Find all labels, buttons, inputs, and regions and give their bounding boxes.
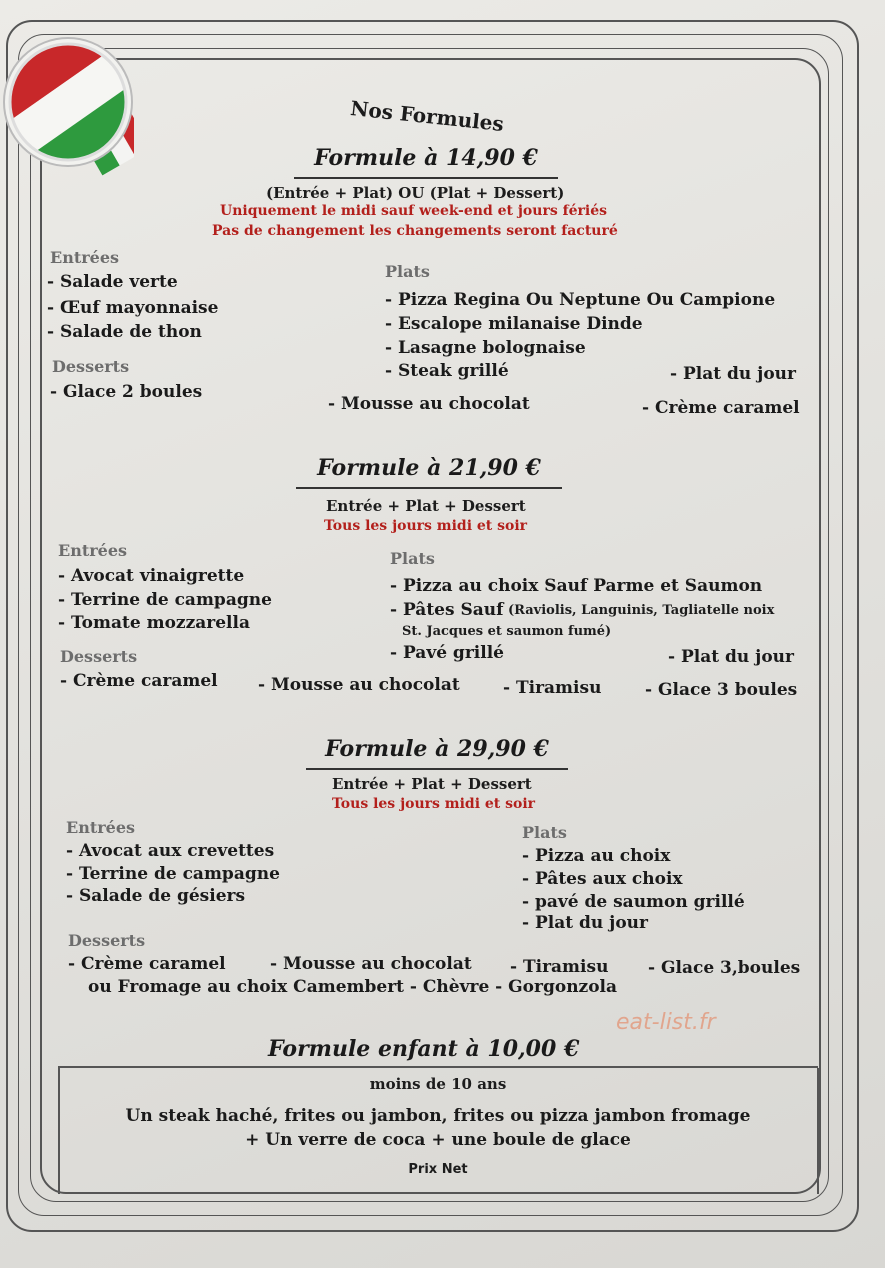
formula-2-dessert-4: - Glace 3 boules: [645, 680, 798, 700]
formula-3-dessert-3: - Tiramisu: [510, 957, 609, 977]
formula-3-composition: Entrée + Plat + Dessert: [332, 775, 532, 793]
formula-1-plat-2: - Escalope milanaise Dinde: [385, 314, 643, 334]
formula-2-plats-label: Plats: [390, 549, 435, 568]
formula-2-composition: Entrée + Plat + Dessert: [326, 497, 526, 515]
formula-2-plat-1: - Pizza au choix Sauf Parme et Saumon: [390, 576, 763, 596]
formula-3-dessert-4: - Glace 3,boules: [648, 958, 801, 978]
formula-3-plat-4: - Plat du jour: [522, 913, 648, 933]
formula-3-entree-2: - Terrine de campagne: [66, 864, 280, 884]
italian-flag-icon: [2, 26, 134, 176]
formula-3-entree-3: - Salade de gésiers: [66, 886, 246, 906]
formula-1-plat-1: - Pizza Regina Ou Neptune Ou Campione: [385, 290, 776, 310]
formula-2-plat-2: - Pâtes Sauf: [390, 600, 504, 620]
formula-1-plat-3: - Lasagne bolognaise: [385, 338, 586, 358]
formula-2-dessert-3: - Tiramisu: [503, 678, 602, 698]
formula-3-title: Formule à 29,90 €: [306, 736, 568, 770]
formula-3-desserts-label: Desserts: [68, 931, 146, 950]
kids-age: moins de 10 ans: [369, 1075, 507, 1093]
formula-3-plat-2: - Pâtes aux choix: [522, 869, 683, 889]
formula-1-entree-3: - Salade de thon: [47, 322, 202, 342]
formula-3-dessert-1: - Crème caramel: [68, 954, 226, 974]
formula-1-entrees-label: Entrées: [50, 248, 120, 267]
formula-1-dessert-2: - Mousse au chocolat: [328, 394, 530, 414]
formula-2-plat-2-detail-2: St. Jacques et saumon fumé): [402, 624, 612, 639]
formula-3-dessert-2: - Mousse au chocolat: [270, 954, 472, 974]
formula-2-dessert-2: - Mousse au chocolat: [258, 675, 460, 695]
formula-3-entrees-label: Entrées: [66, 818, 136, 837]
formula-1-title: Formule à 14,90 €: [294, 145, 558, 179]
formula-2-dessert-1: - Crème caramel: [60, 671, 218, 691]
formula-2-plat-2-detail-1: (Raviolis, Languinis, Tagliatelle noix: [508, 603, 775, 618]
formula-2-plat-3: - Pavé grillé: [390, 643, 504, 663]
formula-3-cheese: ou Fromage au choix Camembert - Chèvre - Gorgonzola: [88, 977, 618, 997]
formula-1-note-2: Pas de changement les changements seront facturé: [212, 223, 618, 239]
kids-line-1: Un steak haché, frites ou jambon, frites ou pizza jambon fromage: [125, 1106, 751, 1126]
formula-3-entree-1: - Avocat aux crevettes: [66, 841, 275, 861]
formula-1-dessert-3: - Crème caramel: [642, 398, 800, 418]
formula-2-title: Formule à 21,90 €: [296, 455, 562, 489]
kids-formula-title: Formule enfant à 10,00 €: [268, 1036, 580, 1062]
formula-2-note: Tous les jours midi et soir: [324, 518, 528, 534]
kids-line-2: + Un verre de coca + une boule de glace: [245, 1130, 631, 1150]
menu-title: Nos Formules: [349, 96, 505, 136]
formula-3-plats-label: Plats: [522, 823, 567, 842]
formula-1-plat-5: - Plat du jour: [670, 364, 796, 384]
kids-footer: Prix Net: [408, 1162, 468, 1177]
formula-2-entree-3: - Tomate mozzarella: [58, 613, 250, 633]
formula-2-plat-4: - Plat du jour: [668, 647, 794, 667]
formula-2-entree-2: - Terrine de campagne: [58, 590, 272, 610]
formula-1-plat-4: - Steak grillé: [385, 361, 509, 381]
formula-2-desserts-label: Desserts: [60, 647, 138, 666]
formula-1-plats-label: Plats: [385, 262, 430, 281]
formula-1-entree-1: - Salade verte: [47, 272, 178, 292]
formula-1-composition: (Entrée + Plat) OU (Plat + Dessert): [266, 184, 565, 202]
formula-1-note-1: Uniquement le midi sauf week-end et jours fériés: [220, 203, 607, 219]
formula-1-entree-2: - Œuf mayonnaise: [47, 298, 219, 318]
watermark: eat-list.fr: [616, 1010, 716, 1035]
formula-1-desserts-label: Desserts: [52, 357, 130, 376]
kids-box-top-line: [58, 1066, 818, 1068]
formula-3-plat-3: - pavé de saumon grillé: [522, 892, 745, 912]
formula-2-entree-1: - Avocat vinaigrette: [58, 566, 245, 586]
formula-3-note: Tous les jours midi et soir: [332, 796, 536, 812]
formula-3-plat-1: - Pizza au choix: [522, 846, 671, 866]
formula-1-dessert-1: - Glace 2 boules: [50, 382, 203, 402]
formula-2-entrees-label: Entrées: [58, 541, 128, 560]
